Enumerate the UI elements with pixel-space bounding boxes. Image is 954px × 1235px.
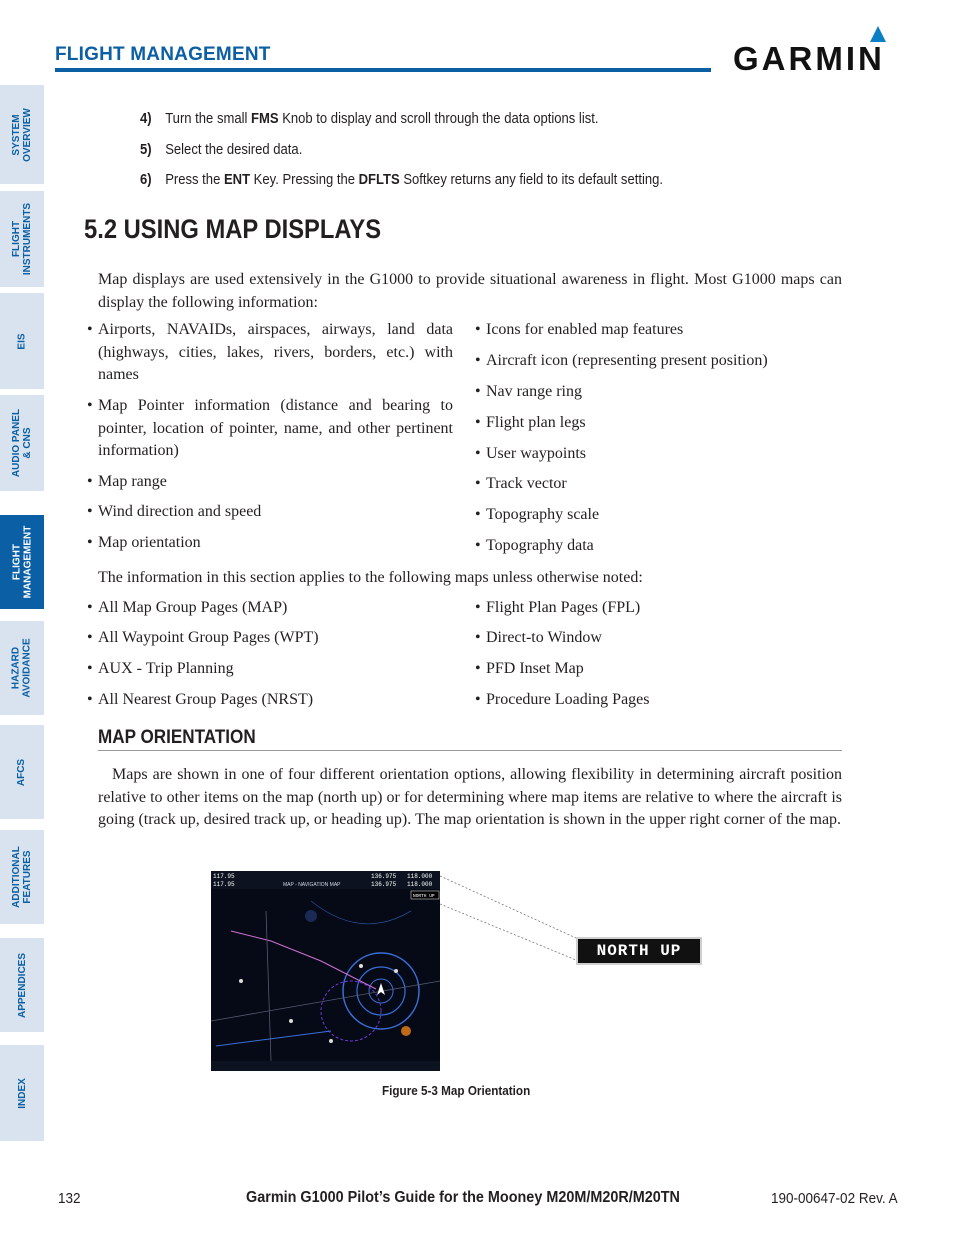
header-rule xyxy=(55,68,711,72)
map-orientation-label: NORTH UP xyxy=(413,894,435,899)
list-item: • Aircraft icon (representing present position) xyxy=(475,352,768,369)
tab-eis[interactable]: EIS xyxy=(0,293,44,389)
tab-afcs[interactable]: AFCS xyxy=(0,725,44,819)
freq-right-bot: 136.975 xyxy=(371,881,397,888)
subsection-title: MAP ORIENTATION xyxy=(98,727,256,748)
list-item: • AUX - Trip Planning xyxy=(87,660,234,677)
list-item: • Procedure Loading Pages xyxy=(475,691,650,708)
map-graphic xyxy=(211,871,440,1071)
section-title: 5.2 USING MAP DISPLAYS xyxy=(84,214,382,244)
list-item: • User waypoints xyxy=(475,445,586,462)
north-up-callout: NORTH UP xyxy=(576,937,702,965)
figure-caption: Figure 5-3 Map Orientation xyxy=(382,1083,531,1098)
list-item: • Map orientation xyxy=(87,534,201,551)
list-item: • PFD Inset Map xyxy=(475,660,584,677)
list-item: • Track vector xyxy=(475,475,567,492)
tab-system-overview[interactable]: SYSTEM OVERVIEW xyxy=(0,85,44,184)
freq-right-top-standby: 118.000 xyxy=(407,873,433,880)
list-item: • Nav range ring xyxy=(475,383,582,400)
list-item: • Wind direction and speed xyxy=(87,503,262,520)
list-item: • Airports, NAVAIDs, airspaces, airways, land data (highways, cities, lakes, rivers, borders, etc.) with names xyxy=(87,321,453,383)
list-item: • Map range xyxy=(87,473,167,490)
list-item: • Topography data xyxy=(475,537,594,554)
step-4: 4) Turn the small FMS Knob to display and scroll through the data options list. xyxy=(140,111,599,127)
tab-hazard-avoidance[interactable]: HAZARD AVOIDANCE xyxy=(0,621,44,715)
subsection-rule xyxy=(98,750,842,751)
garmin-logo xyxy=(733,26,903,76)
freq-left-top: 117.95 xyxy=(213,873,235,880)
tab-appendices[interactable]: APPENDICES xyxy=(0,938,44,1032)
tab-additional-features[interactable]: ADDITIONAL FEATURES xyxy=(0,830,44,924)
step-6: 6) Press the ENT Key. Pressing the DFLTS Softkey returns any field to its default setting. xyxy=(140,172,664,188)
garmin-triangle-icon xyxy=(870,26,886,42)
list-item: • Topography scale xyxy=(475,506,600,523)
list-item: • All Waypoint Group Pages (WPT) xyxy=(87,629,319,646)
applies-paragraph: The information in this section applies to the following maps unless otherwise noted: xyxy=(98,569,643,586)
list-item: • Flight Plan Pages (FPL) xyxy=(475,599,641,616)
list-item: • Flight plan legs xyxy=(475,414,586,431)
step-5: 5) Select the desired data. xyxy=(140,142,303,158)
list-item: • Icons for enabled map features xyxy=(475,321,684,338)
page-number: 132 xyxy=(58,1190,81,1207)
map-page-title: MAP - NAVIGATION MAP xyxy=(283,882,341,888)
freq-left-bot: 117.95 xyxy=(213,881,235,888)
list-item: • All Map Group Pages (MAP) xyxy=(87,599,288,616)
tab-flight-instruments[interactable]: FLIGHT INSTRUMENTS xyxy=(0,191,44,287)
map-screenshot xyxy=(211,871,440,1071)
freq-right-top: 136.975 xyxy=(371,873,397,880)
callout-lines xyxy=(440,874,580,964)
list-item: • Direct-to Window xyxy=(475,629,602,646)
section-header-title: FLIGHT MANAGEMENT xyxy=(55,44,271,65)
footer-title: Garmin G1000 Pilot’s Guide for the Mooney M20M/M20R/M20TN xyxy=(246,1189,680,1206)
tab-index[interactable]: INDEX xyxy=(0,1045,44,1141)
tab-flight-management[interactable]: FLIGHT MANAGEMENT xyxy=(0,515,44,609)
orientation-paragraph: Maps are shown in one of four different orientation options, allowing flexibility in determining aircraft position relative to other items on the map (north up) or for determining where map items are relative to where the aircraft is going (track up, desired track up, or heading up). The map orientation is shown in the upper right corner of the map. xyxy=(98,766,842,828)
intro-paragraph: Map displays are used extensively in the G1000 to provide situational awareness in flight. Most G1000 maps can display the following information: xyxy=(98,271,842,311)
garmin-logo-text: GARMIN xyxy=(733,40,885,77)
tab-audio-panel-cns[interactable]: AUDIO PANEL & CNS xyxy=(0,395,44,491)
list-item: • Map Pointer information (distance and bearing to pointer, location of pointer, name, and other pertinent information) xyxy=(87,397,453,459)
list-item: • All Nearest Group Pages (NRST) xyxy=(87,691,314,708)
freq-right-bot-standby: 118.000 xyxy=(407,881,433,888)
document-revision: 190-00647-02 Rev. A xyxy=(771,1190,898,1207)
